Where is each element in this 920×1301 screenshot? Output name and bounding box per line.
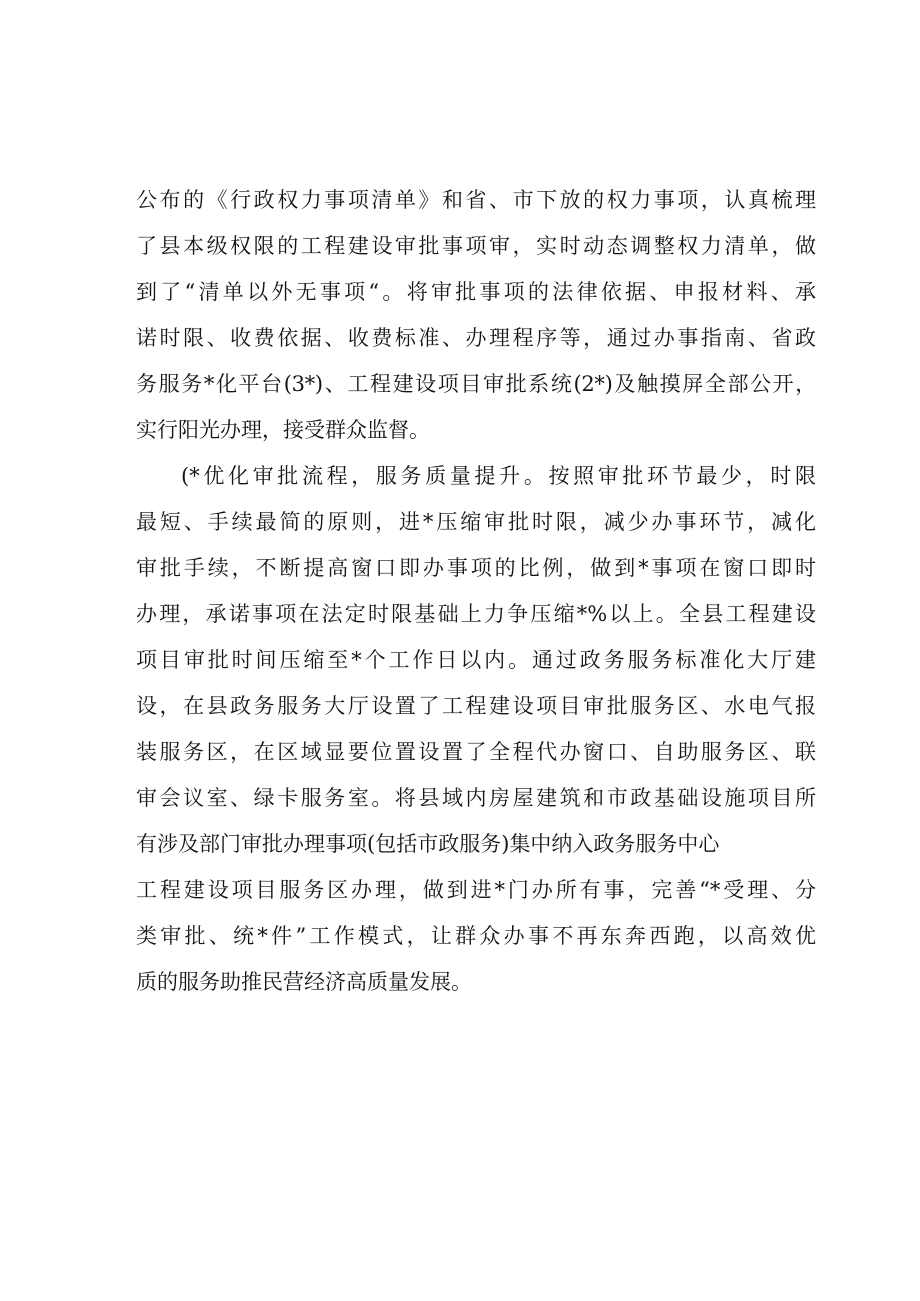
paragraph-2	[136, 460, 816, 1010]
paragraph-line: 项目审批时间压缩至*个工作日以内。通过政务服务标准化大厅建	[136, 648, 816, 672]
paragraph-line: 最短、手续最简的原则，进*压缩审批时限，减少办事环节，减化	[136, 510, 816, 534]
paragraph-line: 类审批、统*件”工作模式，让群众办事不再东奔西跑，以高效优	[136, 924, 816, 948]
paragraph-line: 实行阳光办理，接受群众监督。	[136, 418, 430, 442]
paragraph-line: 诺时限、收费依据、收费标准、办理程序等，通过办事指南、省政	[136, 326, 816, 350]
paragraph-line: 办理，承诺事项在法定时限基础上力争压缩*%以上。全县工程建设	[136, 602, 816, 626]
paragraph-line: (*优化审批流程，服务质量提升。按照审批环节最少，时限	[181, 464, 816, 488]
paragraph-line: 设，在县政务服务大厅设置了工程建设项目审批服务区、水电气报	[136, 694, 816, 718]
paragraph-line: 审会议室、绿卡服务室。将县域内房屋建筑和市政基础设施项目所	[136, 786, 816, 810]
paragraph-line: 装服务区，在区域显要位置设置了全程代办窗口、自助服务区、联	[136, 740, 816, 764]
paragraph-line: 有涉及部门审批办理事项(包括市政服务)集中纳入政务服务中心	[136, 832, 720, 856]
paragraph-1	[136, 184, 816, 444]
paragraph-line: 务服务*化平台(3*)、工程建设项目审批系统(2*)及触摸屏全部公开，	[136, 372, 816, 396]
paragraph-line: 到了“清单以外无事项“。将审批事项的法律依据、申报材料、承	[136, 280, 816, 304]
paragraph-line: 审批手续，不断提高窗口即办事项的比例，做到*事项在窗口即时	[136, 556, 816, 580]
paragraph-line: 工程建设项目服务区办理，做到进*门办所有事，完善“*受理、分	[136, 878, 816, 902]
paragraph-line: 质的服务助推民营经济高质量发展。	[136, 970, 472, 994]
paragraph-line: 了县本级权限的工程建设审批事项审，实时动态调整权力清单，做	[136, 234, 816, 258]
paragraph-line: 公布的《行政权力事项清单》和省、市下放的权力事项，认真梳理	[136, 188, 816, 212]
